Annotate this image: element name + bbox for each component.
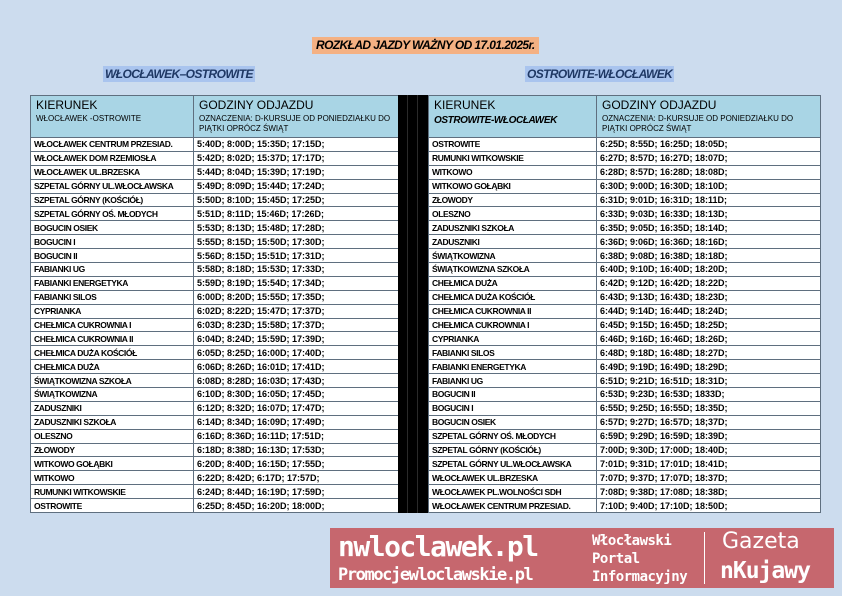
departure-times: 6:02D; 8:22D; 15:47D; 17:37D; [194,304,399,318]
stop-name: WŁOCŁAWEK CENTRUM PRZESIAD. [31,138,194,152]
departure-times: 6:25D; 8:45D; 16:20D; 18:00D; [194,499,399,513]
departure-times: 6:06D; 8:26D; 16:01D; 17:41D; [194,360,399,374]
table-row [31,193,399,207]
departure-times: 5:56D; 8:15D; 15:51D; 17:31D; [194,249,399,263]
header-kierunek-sub: OSTROWITE-WŁOCŁAWEK [434,115,557,126]
departure-times: 6:25D; 8:55D; 16:25D; 18:05D; [597,138,821,152]
departure-times: 7:10D; 9:40D; 17:10D; 18:50D; [597,499,821,513]
departure-times: 7:00D; 9:30D; 17:00D; 18:40D; [597,443,821,457]
timetable-left [30,95,399,513]
banner-separator [704,532,705,584]
table-row [31,332,399,346]
stop-name: RUMUNKI WITKOWSKIE [429,151,597,165]
stop-name: SZPETAL GÓRNY (KOŚCIÓŁ) [31,193,194,207]
stop-name: FABIANKI UG [31,263,194,277]
departure-times: 6:24D; 8:44D; 16:19D; 17:59D; [194,485,399,499]
stop-name: OLESZNO [429,207,597,221]
advertisement-banner[interactable] [330,528,834,588]
table-row [31,207,399,221]
stop-name: BOGUCIN II [429,388,597,402]
departure-times: 5:51D; 8:11D; 15:46D; 17:26D; [194,207,399,221]
table-row [429,263,821,277]
table-row [429,374,821,388]
stop-name: ZADUSZNIKI SZKOŁA [429,221,597,235]
banner-promo-link[interactable]: Promocjewloclawskie.pl [338,565,533,585]
table-row [429,179,821,193]
departure-times: 5:40D; 8:00D; 15:35D; 17:15D; [194,138,399,152]
departure-times: 6:33D; 9:03D; 16:33D; 18:13D; [597,207,821,221]
table-row [429,485,821,499]
stop-name: CYPRIANKA [429,332,597,346]
departure-times: 6:30D; 9:00D; 16:30D; 18:10D; [597,179,821,193]
stop-name: CHEŁMICA CUKROWNIA II [31,332,194,346]
departure-times: 6:59D; 9:29D; 16:59D; 18:39D; [597,429,821,443]
departure-times: 5:58D; 8:18D; 15:53D; 17:33D; [194,263,399,277]
timetable-right [428,95,821,513]
table-row [31,290,399,304]
table-row [31,151,399,165]
stop-name: RUMUNKI WITKOWSKIE [31,485,194,499]
table-row [429,193,821,207]
table-row [31,485,399,499]
departure-times: 7:01D; 9:31D; 17:01D; 18:41D; [597,457,821,471]
stop-name: CHEŁMICA DUŻA KOŚCIÓŁ [429,290,597,304]
header-godziny [194,96,399,138]
departure-times: 6:08D; 8:28D; 16:03D; 17:43D; [194,374,399,388]
departure-times: 6:57D; 9:27D; 16:57D; 18;37D; [597,415,821,429]
stop-name: WITKOWO GOŁĄBKI [31,457,194,471]
header-godziny [597,96,821,138]
banner-nkujawy-link[interactable]: nKujawy [720,558,810,584]
stop-name: ZADUSZNIKI [429,235,597,249]
header-kierunek-label: KIERUNEK [36,98,98,112]
route-label-left: WŁOCŁAWEK–OSTROWITE [105,67,253,81]
departure-times: 6:04D; 8:24D; 15:59D; 17:39D; [194,332,399,346]
table-row [429,360,821,374]
stop-name: WŁOCŁAWEK UL.BRZESKA [429,471,597,485]
table-row [31,499,399,513]
departure-times: 6:43D; 9:13D; 16:43D; 18:23D; [597,290,821,304]
departure-times: 6:27D; 8:57D; 16:27D; 18:07D; [597,151,821,165]
table-row [429,401,821,415]
departure-times: 6:38D; 9:08D; 16:38D; 18:18D; [597,249,821,263]
table-row [31,165,399,179]
header-godziny-sub: OZNACZENIA: D-KURSUJE OD PONIEDZIAŁKU DO PIĄTKI OPRÓCZ ŚWIĄT [602,114,794,133]
stop-name: ŚWIĄTKOWIZNA [31,388,194,402]
stop-name: CHEŁMICA CUKROWNIA II [429,304,597,318]
departure-times: 6:51D; 9:21D; 16:51D; 18:31D; [597,374,821,388]
stop-name: WŁOCŁAWEK PL.WOLNOŚCI SDH [429,485,597,499]
departure-times: 6:22D; 8:42D; 6:17D; 17:57D; [194,471,399,485]
departure-times: 5:53D; 8:13D; 15:48D; 17:28D; [194,221,399,235]
departure-times: 6:00D; 8:20D; 15:55D; 17:35D; [194,290,399,304]
departure-times: 5:49D; 8:09D; 15:44D; 17:24D; [194,179,399,193]
departure-times: 6:53D; 9:23D; 16:53D; 1833D; [597,388,821,402]
banner-site-link[interactable]: nwloclawek.pl [338,530,538,563]
timetable-left-body [31,138,399,513]
departure-times: 7:08D; 9:38D; 17:08D; 18:38D; [597,485,821,499]
departure-times: 6:14D; 8:34D; 16:09D; 17:49D; [194,415,399,429]
table-row [31,221,399,235]
stop-name: CHEŁMICA DUŻA [31,360,194,374]
departure-times: 6:42D; 9:12D; 16:42D; 18:22D; [597,276,821,290]
header-kierunek-label: KIERUNEK [434,98,496,112]
stop-name: ŚWIĄTKOWIZNA SZKOŁA [429,263,597,277]
route-label-right: OSTROWITE-WŁOCŁAWEK [527,67,673,81]
stop-name: FABIANKI SILOS [31,290,194,304]
table-row [429,457,821,471]
stop-name: SZPETAL GÓRNY UL.WŁOCŁAWSKA [31,179,194,193]
stop-name: OSTROWITE [429,138,597,152]
table-row [31,346,399,360]
stop-name: BOGUCIN I [31,235,194,249]
table-row [31,388,399,402]
stop-name: WŁOCŁAWEK DOM RZEMIOSŁA [31,151,194,165]
banner-portal-line: Włocławski [592,533,672,549]
stop-name: FABIANKI ENERGETYKA [31,276,194,290]
departure-times: 6:05D; 8:25D; 16:00D; 17:40D; [194,346,399,360]
banner-portal-line: Informacyjny [592,569,688,585]
table-row [429,304,821,318]
header-godziny-label: GODZINY ODJAZDU [602,98,717,112]
stop-name: WITKOWO [429,165,597,179]
stop-name: FABIANKI UG [429,374,597,388]
departure-times: 6:45D; 9:15D; 16:45D; 18:25D; [597,318,821,332]
departure-times: 6:18D; 8:38D; 16:13D; 17:53D; [194,443,399,457]
stop-name: WŁOCŁAWEK CENTRUM PRZESIAD. [429,499,597,513]
table-row [31,401,399,415]
stop-name: OSTROWITE [31,499,194,513]
table-row [429,471,821,485]
stop-name: SZPETAL GÓRNY OŚ. MŁODYCH [31,207,194,221]
table-row [429,165,821,179]
table-row [31,179,399,193]
stop-name: SZPETAL GÓRNY UL.WŁOCŁAWSKA [429,457,597,471]
table-row [31,415,399,429]
timetable-right-body [429,138,821,513]
stop-name: ZŁOWODY [31,443,194,457]
stop-name: BOGUCIN OSIEK [429,415,597,429]
table-row [31,304,399,318]
table-row [429,290,821,304]
departure-times: 5:42D; 8:02D; 15:37D; 17:17D; [194,151,399,165]
header-kierunek [31,96,194,138]
departure-times: 6:49D; 9:19D; 16:49D; 18:29D; [597,360,821,374]
departure-times: 5:44D; 8:04D; 15:39D; 17:19D; [194,165,399,179]
header-kierunek-sub: WŁOCŁAWEK -OSTROWITE [36,114,142,123]
table-row [429,249,821,263]
table-row [429,318,821,332]
departure-times: 6:35D; 9:05D; 16:35D; 18:14D; [597,221,821,235]
table-row [31,318,399,332]
banner-portal-text [592,532,687,586]
header-godziny-label: GODZINY ODJAZDU [199,98,314,112]
banner-gazeta: Gazeta [722,529,800,554]
departure-times: 5:59D; 8:19D; 15:54D; 17:34D; [194,276,399,290]
stop-name: SZPETAL GÓRNY (KOŚCIÓŁ) [429,443,597,457]
departure-times: 6:20D; 8:40D; 16:15D; 17:55D; [194,457,399,471]
stop-name: CYPRIANKA [31,304,194,318]
table-row [31,429,399,443]
table-row [31,263,399,277]
departure-times: 6:03D; 8:23D; 15:58D; 17:37D; [194,318,399,332]
table-row [429,138,821,152]
table-row [31,471,399,485]
table-row [31,138,399,152]
departure-times: 6:10D; 8:30D; 16:05D; 17:45D; [194,388,399,402]
stop-name: SZPETAL GÓRNY OŚ. MŁODYCH [429,429,597,443]
departure-times: 6:40D; 9:10D; 16:40D; 18:20D; [597,263,821,277]
departure-times: 6:48D; 9:18D; 16:48D; 18:27D; [597,346,821,360]
stop-name: ZŁOWODY [429,193,597,207]
table-row [429,346,821,360]
departure-times: 6:46D; 9:16D; 16:46D; 18:26D; [597,332,821,346]
departure-times: 6:16D; 8:36D; 16:11D; 17:51D; [194,429,399,443]
stop-name: CHEŁMICA DUŻA KOŚCIÓŁ [31,346,194,360]
table-divider [398,95,428,513]
table-row [429,332,821,346]
departure-times: 6:31D; 9:01D; 16:31D; 18:11D; [597,193,821,207]
table-row [31,457,399,471]
stop-name: OLESZNO [31,429,194,443]
header-godziny-sub: OZNACZENIA: D-KURSUJE OD PONIEDZIAŁKU DO PIĄTKI OPRÓCZ ŚWIĄT [199,114,391,133]
departure-times: 6:36D; 9:06D; 16:36D; 18:16D; [597,235,821,249]
stop-name: WŁOCŁAWEK UL.BRZESKA [31,165,194,179]
table-row [429,207,821,221]
departure-times: 6:12D; 8:32D; 16:07D; 17:47D; [194,401,399,415]
stop-name: ŚWIĄTKOWIZNA SZKOŁA [31,374,194,388]
table-row [31,249,399,263]
stop-name: BOGUCIN I [429,401,597,415]
stop-name: BOGUCIN OSIEK [31,221,194,235]
table-row [429,235,821,249]
departure-times: 5:50D; 8:10D; 15:45D; 17:25D; [194,193,399,207]
stop-name: ZADUSZNIKI SZKOŁA [31,415,194,429]
table-row [429,429,821,443]
departure-times: 5:55D; 8:15D; 15:50D; 17:30D; [194,235,399,249]
table-row [429,415,821,429]
departure-times: 7:07D; 9:37D; 17:07D; 18:37D; [597,471,821,485]
stop-name: FABIANKI SILOS [429,346,597,360]
departure-times: 6:28D; 8:57D; 16:28D; 18:08D; [597,165,821,179]
stop-name: CHEŁMICA CUKROWNIA I [429,318,597,332]
table-row [31,235,399,249]
table-row [429,221,821,235]
header-kierunek [429,96,597,138]
stop-name: ŚWIĄTKOWIZNA [429,249,597,263]
table-row [31,276,399,290]
table-row [31,374,399,388]
table-row [429,388,821,402]
stop-name: ZADUSZNIKI [31,401,194,415]
page-title: ROZKŁAD JAZDY WAŻNY OD 17.01.2025r. [312,37,539,54]
departure-times: 6:55D; 9:25D; 16:55D; 18:35D; [597,401,821,415]
stop-name: CHEŁMICA CUKROWNIA I [31,318,194,332]
table-row [31,443,399,457]
table-row [429,499,821,513]
stop-name: FABIANKI ENERGETYKA [429,360,597,374]
stop-name: WITKOWO [31,471,194,485]
table-row [429,443,821,457]
stop-name: WITKOWO GOŁĄBKI [429,179,597,193]
table-row [429,276,821,290]
banner-portal-line: Portal [592,551,640,567]
stop-name: CHEŁMICA DUŻA [429,276,597,290]
table-row [429,151,821,165]
table-row [31,360,399,374]
departure-times: 6:44D; 9:14D; 16:44D; 18:24D; [597,304,821,318]
stop-name: BOGUCIN II [31,249,194,263]
